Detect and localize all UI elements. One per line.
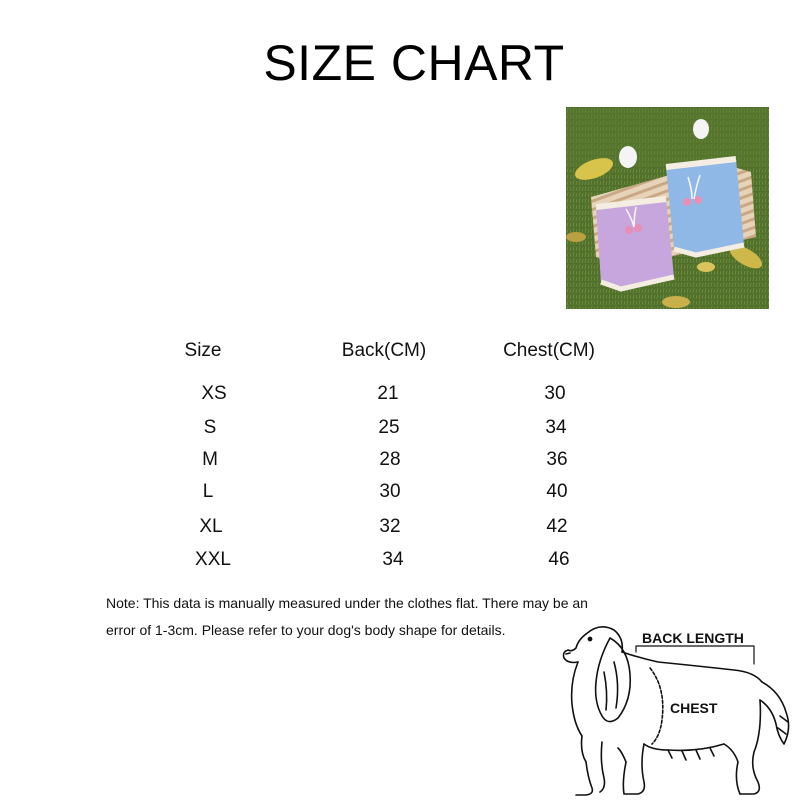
header-chest: Chest(CM) [503, 340, 595, 361]
table-cell-back: 25 [378, 417, 400, 438]
page-title: SIZE CHART [263, 35, 565, 91]
table-cell-size: L [202, 481, 214, 502]
table-cell-size: XL [199, 516, 223, 537]
table-cell-size: XS [201, 383, 227, 404]
table-cell-chest: 30 [544, 383, 566, 404]
table-cell-chest: 36 [546, 449, 568, 470]
table-cell-size: XXL [195, 549, 231, 570]
header-back: Back(CM) [341, 340, 427, 361]
table-cell-chest: 40 [546, 481, 568, 502]
table-cell-size: S [203, 417, 217, 438]
table-cell-chest: 46 [548, 549, 570, 570]
table-cell-chest: 34 [545, 417, 567, 438]
note-line-1: Note: This data is manually measured under the clothes flat. There may be an [106, 595, 588, 611]
table-cell-chest: 42 [546, 516, 568, 537]
table-cell-back: 32 [379, 516, 401, 537]
dog-measurement-diagram [548, 612, 800, 800]
header-size: Size [184, 340, 222, 361]
table-cell-back: 34 [382, 549, 404, 570]
chest-label: CHEST [670, 700, 718, 716]
table-cell-back: 28 [379, 449, 401, 470]
table-cell-back: 21 [377, 383, 399, 404]
table-cell-size: M [202, 449, 218, 470]
note-line-2: error of 1-3cm. Please refer to your dog's body shape for details. [106, 622, 506, 638]
table-cell-back: 30 [379, 481, 401, 502]
back-length-label: BACK LENGTH [642, 630, 744, 646]
product-photo [566, 107, 769, 309]
